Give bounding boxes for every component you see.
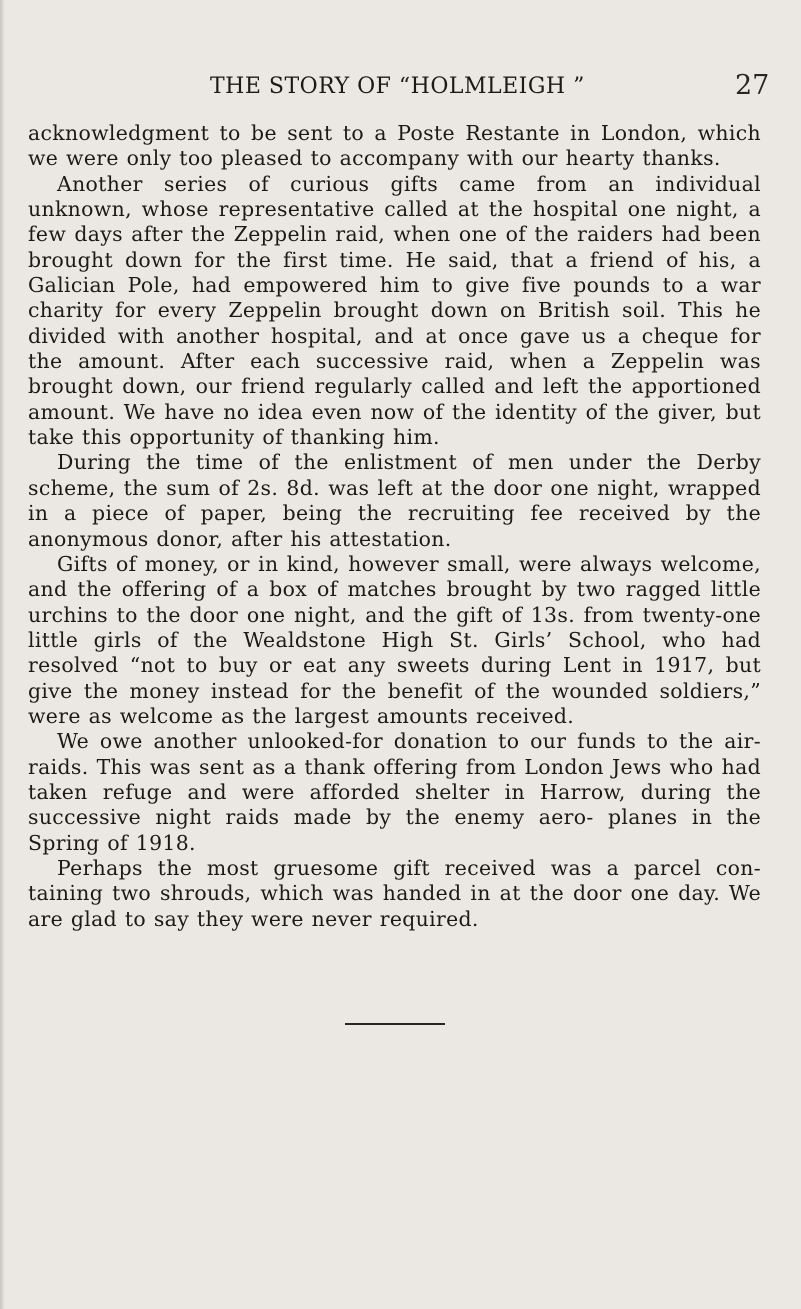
paragraph: We owe another unlooked-for donation to our funds to the air-raids. This was sent as a thank offering from London Jews who had taken refuge and were afforded shelter in Harrow, during the successive night raids made by the enemy aero- planes in the Spring of 1918. xyxy=(28,729,761,855)
body-text xyxy=(28,121,761,932)
page-number: 27 xyxy=(735,70,770,101)
page-header xyxy=(0,70,801,106)
paragraph: Gifts of money, or in kind, however small, were always welcome, and the offering of a box of matches brought by two ragged little urchins to the door one night, and the gift of 13s. from twenty-one little girls of the Wealdstone High St. Girls’ School, who had resolved “not to buy or eat any sweets during Lent in 1917, but give the money instead for the benefit of the wounded soldiers,” were as welcome as the largest amounts received. xyxy=(28,551,761,728)
page-edge-shadow xyxy=(0,0,5,1309)
section-end-rule xyxy=(345,1023,445,1025)
paragraph: Another series of curious gifts came from an individual unknown, whose representative called at the hospital one night, a few days after the Zeppelin raid, when one of the raiders had been brought down for the first time. He said, that a friend of his, a Galician Pole, had empowered him to give five pounds to a war charity for every Zeppelin brought down on British soil. This he divided with another hospital, and at once gave us a cheque for the amount. After each successive raid, when a Zeppelin was brought down, our friend regularly called and left the apportioned amount. We have no idea even now of the identity of the giver, but take this opportunity of thanking him. xyxy=(28,171,761,450)
paragraph: Perhaps the most gruesome gift received was a parcel con- taining two shrouds, which was handed in at the door one day. We are glad to say they were never required. xyxy=(28,855,761,931)
running-title: THE STORY OF “HOLMLEIGH ” xyxy=(210,74,585,99)
paragraph: During the time of the enlistment of men under the Derby scheme, the sum of 2s. 8d. was left at the door one night, wrapped in a piece of paper, being the recruiting fee received by the anonymous donor, after his attestation. xyxy=(28,450,761,551)
paragraph: acknowledgment to be sent to a Poste Restante in London, which we were only too pleased to accompany with our hearty thanks. xyxy=(28,121,761,171)
